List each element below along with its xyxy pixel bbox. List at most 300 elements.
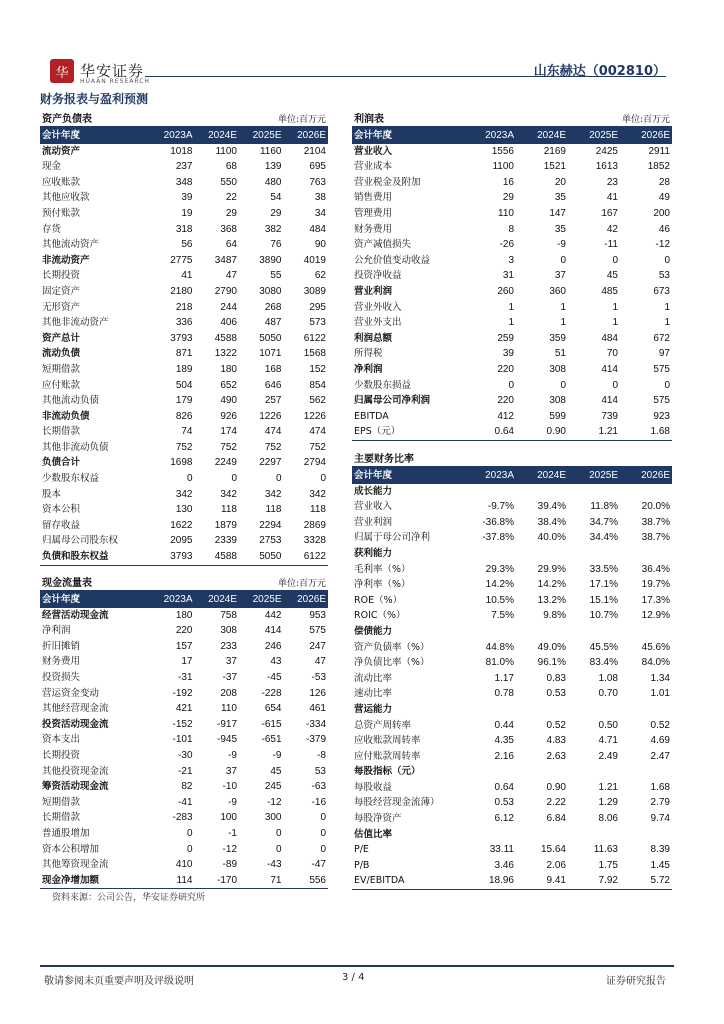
cell-value: 4.69 [650, 735, 670, 747]
cell-value: 1 [508, 301, 514, 313]
row-label: 流动比率 [354, 672, 393, 684]
income-statement-table [352, 128, 672, 441]
logo-mark: 华 [50, 59, 74, 83]
cell-value: 652 [220, 379, 237, 391]
cell-value: 474 [309, 426, 326, 438]
row-label: 利润总额 [354, 332, 393, 344]
cell-value [516, 702, 568, 718]
cell-value: 10.5% [485, 594, 514, 606]
table-row [40, 331, 328, 347]
cell-value: 76 [270, 239, 282, 251]
cell-value: -1 [228, 827, 237, 839]
table-row [352, 300, 672, 316]
cell-value: -945 [216, 734, 237, 746]
row-label: 投资损失 [42, 671, 81, 683]
cell-value: 1 [612, 317, 618, 329]
cell-value: 0 [664, 254, 670, 266]
column-header-year: 2026E [284, 128, 329, 144]
row-label: 现金 [42, 161, 62, 173]
row-label: 营业外收入 [354, 301, 402, 313]
row-label: 估值比率 [354, 828, 393, 840]
cell-value: 41 [181, 270, 193, 282]
row-label: 其他应收款 [42, 192, 90, 204]
table-row [40, 701, 328, 717]
cell-value: 1.21 [598, 781, 618, 793]
row-label: 经营活动现金流 [42, 609, 109, 621]
row-label: EPS（元） [352, 424, 464, 440]
cell-value: -9 [228, 749, 237, 761]
row-label: 公允价值变动收益 [354, 254, 431, 266]
cell-value: 19.7% [641, 579, 670, 591]
row-label: 其他流动负债 [42, 395, 100, 407]
table-row [40, 393, 328, 409]
cell-value: 180 [220, 363, 237, 375]
row-label: 每股经营现金流薄） [354, 797, 440, 809]
cell-value: 38 [314, 192, 326, 204]
table-row [352, 842, 672, 858]
cell-value: 7.92 [568, 873, 620, 889]
table-row [40, 175, 328, 191]
cell-value [568, 546, 620, 562]
cell-value: 3.46 [494, 859, 514, 871]
cell-value: 1.29 [598, 797, 618, 809]
table-row [352, 640, 672, 656]
cell-value: 4019 [303, 254, 326, 266]
cell-value: 0 [231, 473, 237, 485]
cell-value: 1.75 [598, 859, 618, 871]
cell-value: 0.52 [650, 719, 670, 731]
cell-value: 0.90 [516, 424, 568, 440]
cell-value: 0.64 [494, 781, 514, 793]
row-label: 长期投资 [42, 270, 81, 282]
cell-value [516, 764, 568, 780]
cell-value: 414 [601, 363, 618, 375]
table-row [40, 159, 328, 175]
cell-value: 53 [314, 765, 326, 777]
row-label: EBITDA [354, 410, 389, 422]
cell-value: 20.0% [641, 501, 670, 513]
cell-value: 1 [612, 301, 618, 313]
row-label: 毛利率（%） [354, 563, 411, 575]
cell-value: 550 [220, 176, 237, 188]
table-row [40, 237, 328, 253]
cell-value [464, 764, 516, 780]
cell-value: 406 [220, 317, 237, 329]
cell-value: 1160 [259, 145, 282, 157]
cell-value: 752 [220, 441, 237, 453]
cell-value: 0.83 [546, 672, 566, 684]
row-label: 获利能力 [354, 547, 393, 559]
cell-value: 0.53 [546, 688, 566, 700]
cell-value: 3890 [259, 254, 282, 266]
cell-value: 484 [601, 332, 618, 344]
row-label: 营业利润 [354, 516, 393, 528]
table-row [40, 362, 328, 378]
cell-value: 414 [264, 625, 282, 637]
cell-value: 81.0% [485, 657, 514, 669]
row-label: 应付账款 [42, 379, 81, 391]
cell-value: 17.1% [589, 579, 618, 591]
cell-value [620, 764, 672, 780]
cell-value: -31 [178, 671, 193, 683]
row-label: 应收账款 [42, 176, 81, 188]
income-statement-title-bar [352, 112, 672, 128]
row-label: 无形资产 [42, 301, 81, 313]
cell-value: 179 [175, 395, 193, 407]
cell-value: 308 [549, 363, 566, 375]
row-label: 短期借款 [42, 363, 81, 375]
column-header-year: 2025E [239, 128, 284, 144]
cell-value: 342 [264, 488, 282, 500]
cell-value: 342 [309, 488, 326, 500]
table-row [40, 502, 328, 518]
cell-value: 11.8% [590, 501, 618, 513]
table-row [352, 702, 672, 718]
cell-value: 6.12 [494, 813, 514, 825]
cell-value [464, 702, 516, 718]
cell-value: 14.2% [485, 579, 514, 591]
cell-value: 1879 [214, 519, 237, 531]
table-row [40, 300, 328, 316]
row-label: 营业收入 [354, 145, 393, 157]
table-row [40, 686, 328, 702]
table-row [40, 455, 328, 471]
cell-value: 0 [320, 843, 326, 855]
table-row [352, 546, 672, 562]
table-row [352, 346, 672, 362]
cell-value: -41 [178, 796, 193, 808]
row-label: 预付账款 [42, 207, 81, 219]
column-header-year: 2024E [195, 592, 240, 608]
table-row [40, 471, 328, 487]
company-name: 山东赫达（002810） [533, 64, 666, 79]
cell-value: 46 [658, 223, 670, 235]
cell-value: 6.84 [546, 813, 566, 825]
row-label: 成长能力 [354, 485, 393, 497]
row-label: 长期投资 [42, 749, 81, 761]
cell-value: 752 [175, 441, 193, 453]
row-label: 净利润 [354, 363, 383, 375]
cell-value: 118 [265, 504, 282, 516]
footer-rule [40, 965, 674, 967]
cell-value: 654 [264, 703, 282, 715]
cell-value: 763 [309, 176, 326, 188]
cell-value: 35 [554, 192, 566, 204]
row-label: 财务费用 [42, 656, 81, 668]
table-row [40, 268, 328, 284]
cell-value: 43 [270, 656, 282, 668]
cell-value: 0.50 [598, 719, 618, 731]
row-label: 投资净收益 [354, 270, 402, 282]
cell-value: 348 [175, 176, 193, 188]
row-label: 留存收益 [42, 519, 81, 531]
row-label: 净利率（%） [354, 579, 411, 591]
cell-value: 923 [653, 410, 670, 422]
row-label: 长期借款 [42, 426, 81, 438]
cell-value: -53 [311, 671, 326, 683]
cell-value: -63 [311, 781, 326, 793]
cell-value [568, 764, 620, 780]
row-label: 净负债比率（%） [354, 657, 430, 669]
cell-value: 4588 [214, 332, 237, 344]
cell-value: 2.22 [546, 797, 566, 809]
cell-value: 64 [225, 239, 237, 251]
cell-value: -16 [311, 796, 326, 808]
row-label: 非流动负债 [42, 410, 90, 422]
cash-flow-section [40, 576, 328, 889]
row-label: 总资产周转率 [354, 719, 412, 731]
cell-value: 3793 [170, 332, 193, 344]
table-row [352, 608, 672, 624]
row-label: ROIC（%） [354, 610, 406, 622]
cell-value: 953 [309, 609, 326, 621]
cell-value [464, 827, 516, 843]
table-row [40, 346, 328, 362]
table-row [352, 175, 672, 191]
table-row [40, 654, 328, 670]
row-label: 固定资产 [42, 285, 81, 297]
cell-value: 0.78 [494, 688, 514, 700]
table-row [352, 284, 672, 300]
table-row [352, 378, 672, 394]
row-label: 营运资金变动 [42, 687, 100, 699]
cell-value: 16 [502, 176, 514, 188]
cell-value: -334 [305, 718, 326, 730]
table-row [352, 484, 672, 500]
cell-value: 1 [560, 301, 566, 313]
cell-value: 573 [309, 317, 326, 329]
cell-value: 200 [653, 207, 670, 219]
cell-value: 31 [502, 270, 514, 282]
row-label: 销售费用 [354, 192, 393, 204]
cell-value: 3793 [150, 549, 195, 565]
cell-value: 37 [225, 765, 237, 777]
cell-value: -45 [267, 671, 282, 683]
table-row [40, 779, 328, 795]
table-row [352, 749, 672, 765]
cell-value: -37.8% [482, 532, 514, 544]
cell-value: 84.0% [641, 657, 670, 669]
cell-value: 2425 [595, 145, 618, 157]
cell-value: 412 [497, 410, 514, 422]
cell-value: 739 [601, 410, 618, 422]
row-label: 其他非流动资产 [42, 317, 109, 329]
table-row [40, 222, 328, 238]
cell-value: 15.1% [589, 594, 618, 606]
cell-value: 5.72 [620, 873, 672, 889]
cell-value: 1.68 [620, 424, 672, 440]
cell-value: 673 [653, 285, 670, 297]
cell-value: 157 [175, 640, 193, 652]
row-label: 投资活动现金流 [42, 718, 109, 730]
cell-value: 6122 [303, 332, 326, 344]
cell-value: 45 [606, 270, 618, 282]
cell-value: 29 [270, 207, 282, 219]
table-row [40, 284, 328, 300]
cell-value [516, 827, 568, 843]
income-statement-unit: 单位:百万元 [621, 115, 670, 125]
table-row [352, 577, 672, 593]
cell-value: 2180 [170, 285, 193, 297]
table-row [352, 858, 672, 874]
table-row [40, 748, 328, 764]
cell-value: 0.64 [464, 424, 516, 440]
cell-value: 13.2% [537, 594, 566, 606]
cell-value: 360 [549, 285, 566, 297]
row-label: 资本支出 [42, 734, 81, 746]
source-footnote: 资料来源：公司公告，华安证券研究所 [52, 893, 206, 903]
cell-value: 0 [186, 843, 193, 855]
cell-value: 3080 [259, 285, 282, 297]
cell-value [568, 702, 620, 718]
row-label: 普通股增加 [42, 827, 90, 839]
cell-value: 51 [554, 348, 566, 360]
cell-value: 233 [220, 640, 237, 652]
cell-value: 1.68 [650, 781, 670, 793]
cell-value: 118 [221, 504, 237, 516]
row-label: 营业税金及附加 [354, 176, 421, 188]
cell-value: 0 [612, 254, 618, 266]
cell-value: 414 [601, 395, 618, 407]
cell-value: 1226 [259, 410, 282, 422]
table-row [352, 515, 672, 531]
cell-value [464, 624, 516, 640]
cell-value: 474 [264, 426, 282, 438]
row-label: EV/EBITDA [352, 873, 464, 889]
row-label: 其他投资现金流 [42, 765, 109, 777]
header-rule [145, 76, 666, 77]
table-row [40, 623, 328, 639]
cell-value: 308 [220, 625, 237, 637]
cell-value: 45.6% [641, 641, 670, 653]
balance-sheet-unit: 单位:百万元 [277, 115, 326, 125]
row-label: 资产负债率（%） [354, 641, 430, 653]
cell-value: 359 [549, 332, 566, 344]
cell-value: -9 [557, 239, 566, 251]
cell-value: 646 [264, 379, 282, 391]
table-row [352, 315, 672, 331]
cell-value: 382 [264, 223, 282, 235]
cell-value: 37 [554, 270, 566, 282]
cell-value: 926 [220, 410, 237, 422]
cell-value: 0 [320, 812, 326, 824]
cell-value: 442 [264, 609, 282, 621]
table-row [40, 549, 328, 565]
cell-value: 2297 [259, 457, 282, 469]
cell-value: 2.49 [598, 750, 618, 762]
cell-value: -10 [222, 781, 237, 793]
table-row [352, 222, 672, 238]
cell-value: 0 [560, 379, 566, 391]
cell-value: 17.3% [641, 594, 670, 606]
cell-value: 97 [658, 348, 670, 360]
balance-sheet-table [40, 128, 328, 566]
cell-value: 180 [175, 609, 193, 621]
cell-value: 1100 [215, 145, 237, 157]
cell-value [516, 484, 568, 500]
row-label: 折旧摊销 [42, 640, 81, 652]
cell-value [464, 546, 516, 562]
cell-value: 114 [150, 873, 195, 889]
cell-value: 1071 [259, 348, 282, 360]
cell-value: 33.11 [489, 844, 514, 856]
table-row [40, 378, 328, 394]
cell-value: 5050 [239, 549, 284, 565]
cell-value: 110 [498, 207, 514, 219]
row-label: P/E [354, 844, 369, 856]
cell-value: -283 [172, 812, 193, 824]
cell-value: 1852 [647, 161, 670, 173]
cell-value: 2911 [648, 145, 670, 157]
cell-value: 11.63 [593, 844, 618, 856]
row-label: 短期借款 [42, 796, 81, 808]
cell-value: -37 [222, 671, 237, 683]
table-row [40, 732, 328, 748]
balance-sheet-section [40, 112, 328, 566]
row-label: 所得税 [354, 348, 383, 360]
cell-value: 1622 [170, 519, 193, 531]
cell-value: 0.52 [546, 719, 566, 731]
cell-value: 189 [175, 363, 193, 375]
cell-value: 40.0% [537, 532, 566, 544]
cell-value: 2.79 [650, 797, 670, 809]
cell-value: 368 [220, 223, 237, 235]
cell-value: 23 [606, 176, 618, 188]
row-label: 负债和股东权益 [40, 549, 150, 565]
cell-value [620, 546, 672, 562]
row-label: 资本公积 [42, 504, 81, 516]
row-label: 每股净资产 [354, 813, 402, 825]
cell-value [464, 484, 516, 500]
cell-value: 18.96 [464, 873, 516, 889]
row-label: 股本 [42, 488, 62, 500]
cell-value: 139 [264, 161, 282, 173]
cell-value: 44.8% [485, 641, 514, 653]
cell-value: 295 [309, 301, 326, 313]
cell-value: 118 [310, 504, 326, 516]
row-label: P/B [354, 859, 370, 871]
cell-value: 55 [270, 270, 282, 282]
cell-value: 0 [664, 379, 670, 391]
row-label: 营运能力 [354, 703, 393, 715]
column-header-year: 2025E [568, 128, 620, 144]
table-row [352, 655, 672, 671]
cash-flow-table [40, 592, 328, 889]
table-row [40, 842, 328, 858]
cell-value: 5050 [259, 332, 282, 344]
cell-value: 342 [220, 488, 237, 500]
table-row [40, 717, 328, 733]
cash-flow-title: 现金流量表 [42, 578, 92, 589]
cell-value: -8 [317, 749, 326, 761]
cell-value: 1226 [303, 410, 326, 422]
cell-value: 3487 [214, 254, 237, 266]
cell-value [620, 702, 672, 718]
cell-value: 2294 [259, 519, 282, 531]
cell-value [568, 827, 620, 843]
cell-value: 8.39 [650, 844, 670, 856]
row-label: 速动比率 [354, 688, 393, 700]
cell-value: 1322 [214, 348, 237, 360]
cell-value: 575 [653, 395, 670, 407]
cell-value: 0 [612, 379, 618, 391]
cell-value: 480 [264, 176, 282, 188]
table-row [40, 424, 328, 440]
table-row [352, 393, 672, 409]
table-row [352, 268, 672, 284]
column-header-year: 2026E [620, 468, 672, 484]
cell-value: 2339 [214, 535, 237, 547]
